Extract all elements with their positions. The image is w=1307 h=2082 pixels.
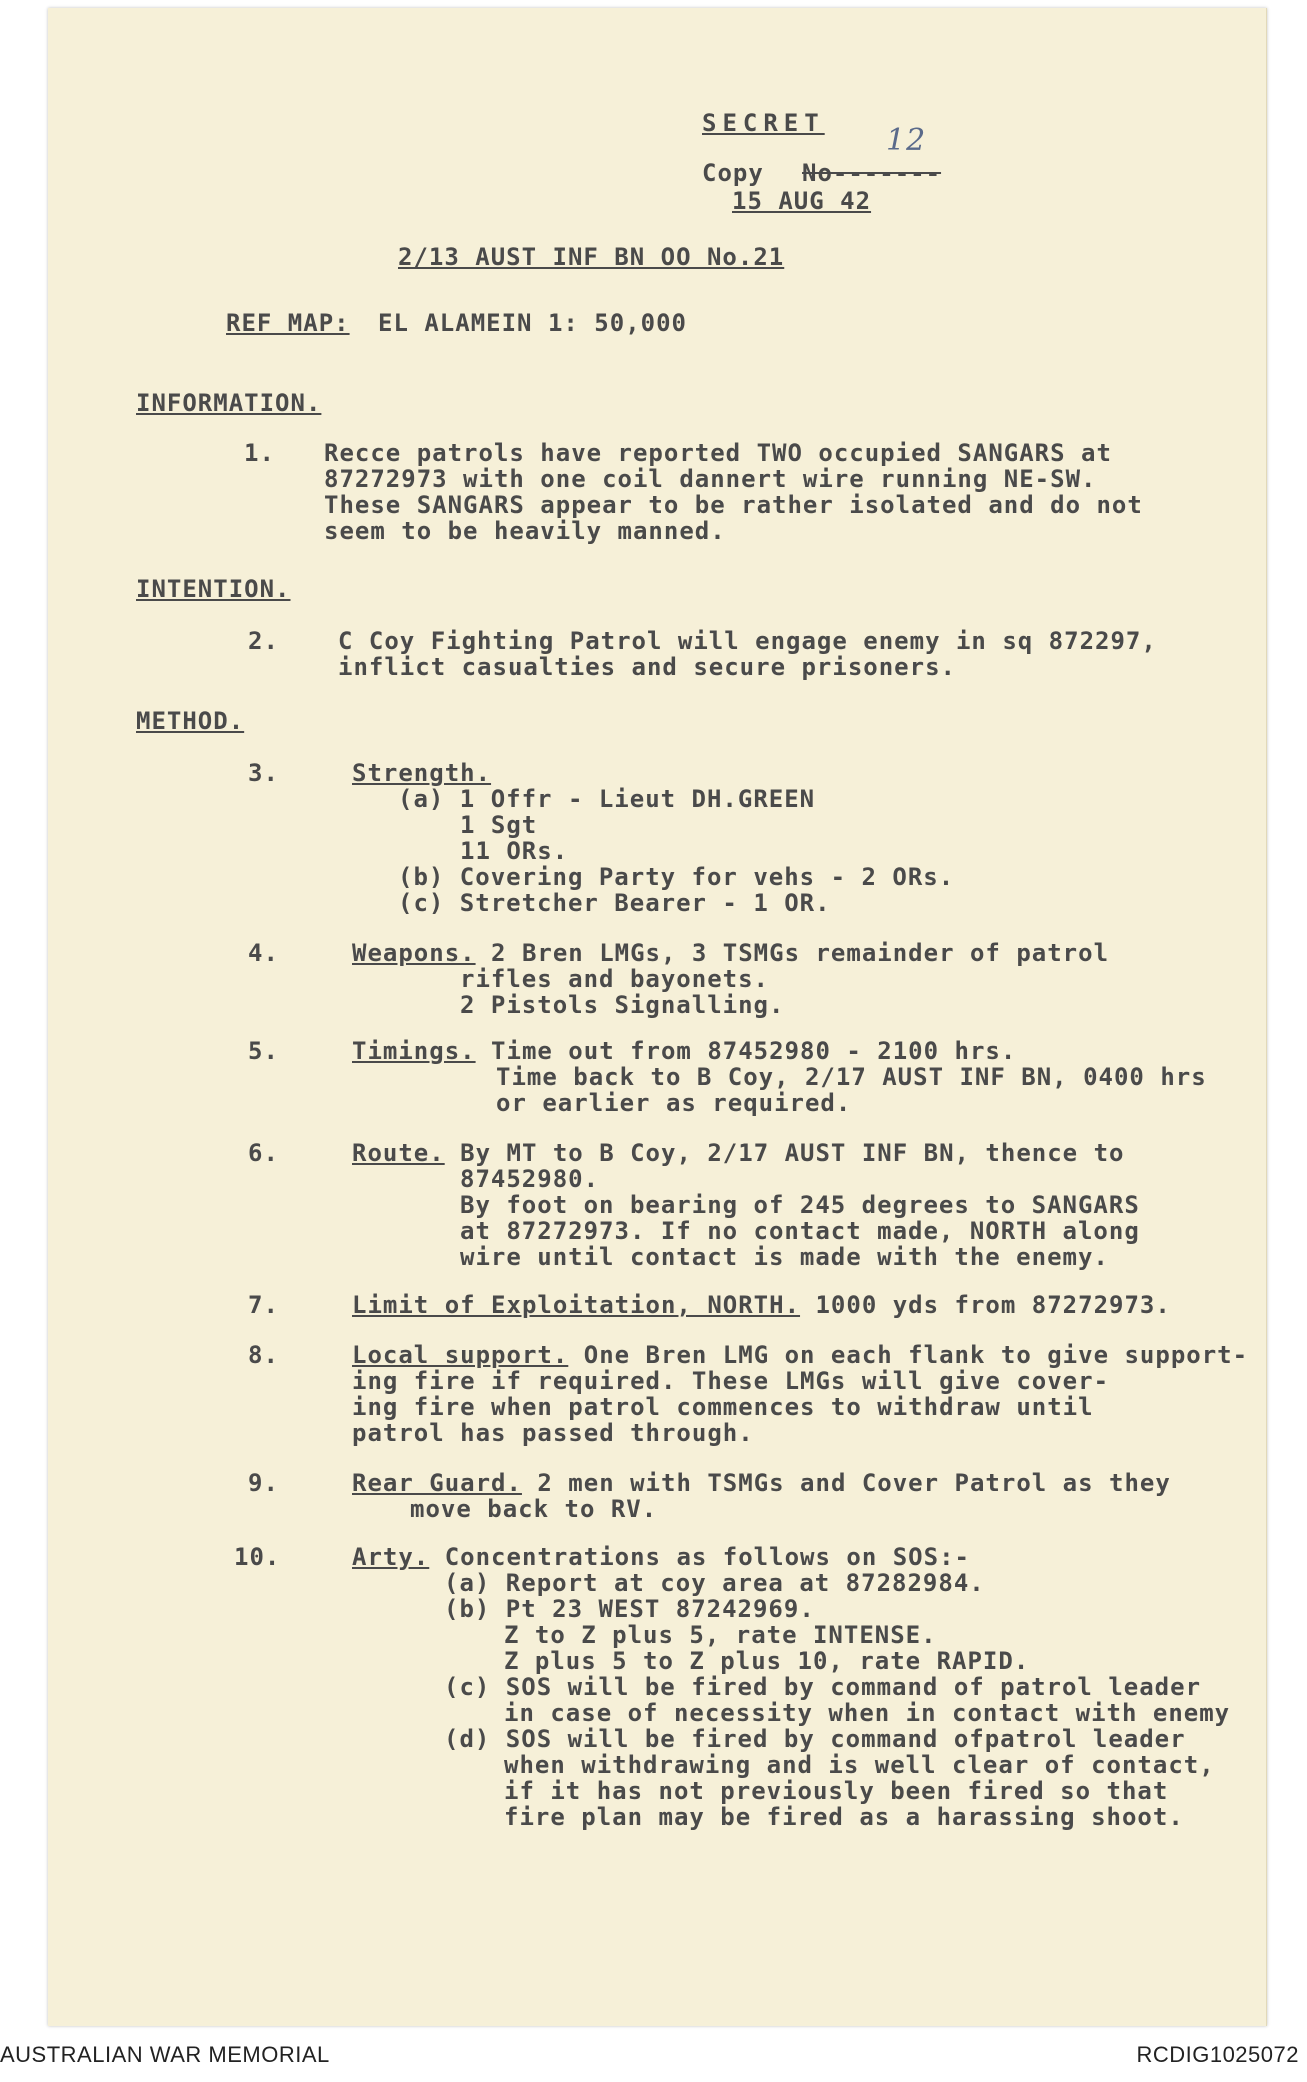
para-10-first-line	[352, 1544, 970, 1570]
para-7-first-line	[352, 1292, 1171, 1318]
para-5-title: Timings.	[352, 1037, 476, 1065]
document-body	[48, 8, 1266, 2026]
para-10-first-text: Concentrations as follows on SOS:-	[429, 1543, 970, 1571]
para-10-line: when withdrawing and is well clear of contact,	[504, 1751, 1215, 1779]
para-8-first-text: One Bren LMG on each flank to give support-	[568, 1341, 1249, 1369]
para-3-line: (c) Stretcher Bearer - 1 OR.	[398, 889, 831, 917]
para-6-line: at 87272973. If no contact made, NORTH along	[460, 1217, 1140, 1245]
para-6-title: Route.	[352, 1139, 445, 1167]
para-10-line: in case of necessity when in contact with enemy	[504, 1699, 1231, 1727]
copy-number-label: No-------	[802, 159, 942, 187]
para-6-line: wire until contact is made with the enemy.	[460, 1243, 1109, 1271]
para-10-line: (b) Pt 23 WEST 87242969.	[444, 1595, 815, 1623]
ref-map-label: REF MAP:	[226, 309, 350, 337]
para-4-title: Weapons.	[352, 939, 476, 967]
para-9-line: move back to RV.	[410, 1495, 658, 1523]
para-5-first-text: Time out from 87452980 - 2100 hrs.	[475, 1037, 1017, 1065]
para-9-number: 9.	[248, 1469, 279, 1497]
para-8-line: ing fire when patrol commences to withdraw until	[352, 1393, 1094, 1421]
para-3-number: 3.	[248, 759, 279, 787]
para-10-line: if it has not previously been fired so that	[504, 1777, 1169, 1805]
para-8-first-line	[352, 1342, 1248, 1368]
para-6-first-line	[352, 1140, 1124, 1166]
para-5-first-line	[352, 1038, 1016, 1064]
para-10-line: Z to Z plus 5, rate INTENSE.	[504, 1621, 937, 1649]
para-3-title: Strength.	[352, 759, 492, 787]
para-10-number: 10.	[234, 1543, 281, 1571]
para-10-line: Z plus 5 to Z plus 10, rate RAPID.	[504, 1647, 1030, 1675]
para-5-number: 5.	[248, 1037, 279, 1065]
footer-reference: RCDIG1025072	[1136, 2042, 1299, 2067]
para-3-line: 1 Sgt	[460, 811, 538, 839]
para-3-line: 11 ORs.	[460, 837, 569, 865]
para-2-line: C Coy Fighting Patrol will engage enemy in sq 872297,	[338, 627, 1157, 655]
footer-source: AUSTRALIAN WAR MEMORIAL	[0, 2042, 330, 2067]
intention-heading: INTENTION.	[136, 575, 291, 603]
ref-map-value: EL ALAMEIN 1: 50,000	[378, 309, 687, 337]
para-3-line: (a) 1 Offr - Lieut DH.GREEN	[398, 785, 816, 813]
classification: SECRET	[702, 109, 825, 137]
para-9-first-text: 2 men with TSMGs and Cover Patrol as they	[521, 1469, 1171, 1497]
para-6-first-text: By MT to B Coy, 2/17 AUST INF BN, thence to	[444, 1139, 1125, 1167]
para-1-number: 1.	[244, 439, 275, 467]
para-8-title: Local support.	[352, 1341, 569, 1369]
para-9-title: Rear Guard.	[352, 1469, 522, 1497]
copy-handwritten-number: 12	[886, 123, 927, 158]
para-10-line: fire plan may be fired as a harassing shoot.	[504, 1803, 1184, 1831]
para-10-line: (c) SOS will be fired by command of patrol leader	[444, 1673, 1202, 1701]
para-10-line: (a) Report at coy area at 87282984.	[444, 1569, 985, 1597]
document-page	[48, 8, 1267, 2026]
para-6-line: 87452980.	[460, 1165, 600, 1193]
para-5-line: Time back to B Coy, 2/17 AUST INF BN, 0400 hrs	[496, 1063, 1207, 1091]
para-7-title: Limit of Exploitation, NORTH.	[352, 1291, 801, 1319]
document-date: 15 AUG 42	[732, 187, 872, 215]
para-1-line: Recce patrols have reported TWO occupied SANGARS at	[324, 439, 1112, 467]
para-4-first-text: 2 Bren LMGs, 3 TSMGs remainder of patrol	[475, 939, 1110, 967]
para-3-line: (b) Covering Party for vehs - 2 ORs.	[398, 863, 955, 891]
para-1-line: seem to be heavily manned.	[324, 517, 726, 545]
information-heading: INFORMATION.	[136, 389, 322, 417]
para-2-line: inflict casualties and secure prisoners.	[338, 653, 956, 681]
para-5-line: or earlier as required.	[496, 1089, 852, 1117]
para-8-line: patrol has passed through.	[352, 1419, 754, 1447]
para-1-line: These SANGARS appear to be rather isolated and do not	[324, 491, 1143, 519]
para-10-line: (d) SOS will be fired by command ofpatrol leader	[444, 1725, 1186, 1753]
copy-label: Copy	[702, 159, 764, 187]
para-7-first-text: 1000 yds from 87272973.	[800, 1291, 1171, 1319]
para-10-title: Arty.	[352, 1543, 430, 1571]
document-title: 2/13 AUST INF BN OO No.21	[398, 243, 785, 271]
para-8-number: 8.	[248, 1341, 279, 1369]
method-heading: METHOD.	[136, 707, 245, 735]
para-9-first-line	[352, 1470, 1171, 1496]
para-1-line: 87272973 with one coil dannert wire running NE-SW.	[324, 465, 1097, 493]
para-2-number: 2.	[248, 627, 279, 655]
para-4-line: rifles and bayonets.	[460, 965, 769, 993]
para-4-number: 4.	[248, 939, 279, 967]
para-8-line: ing fire if required. These LMGs will give cover-	[352, 1367, 1110, 1395]
para-6-number: 6.	[248, 1139, 279, 1167]
para-4-line: 2 Pistols Signalling.	[460, 991, 785, 1019]
para-7-number: 7.	[248, 1291, 279, 1319]
para-4-first-line	[352, 940, 1109, 966]
para-6-line: By foot on bearing of 245 degrees to SANGARS	[460, 1191, 1140, 1219]
